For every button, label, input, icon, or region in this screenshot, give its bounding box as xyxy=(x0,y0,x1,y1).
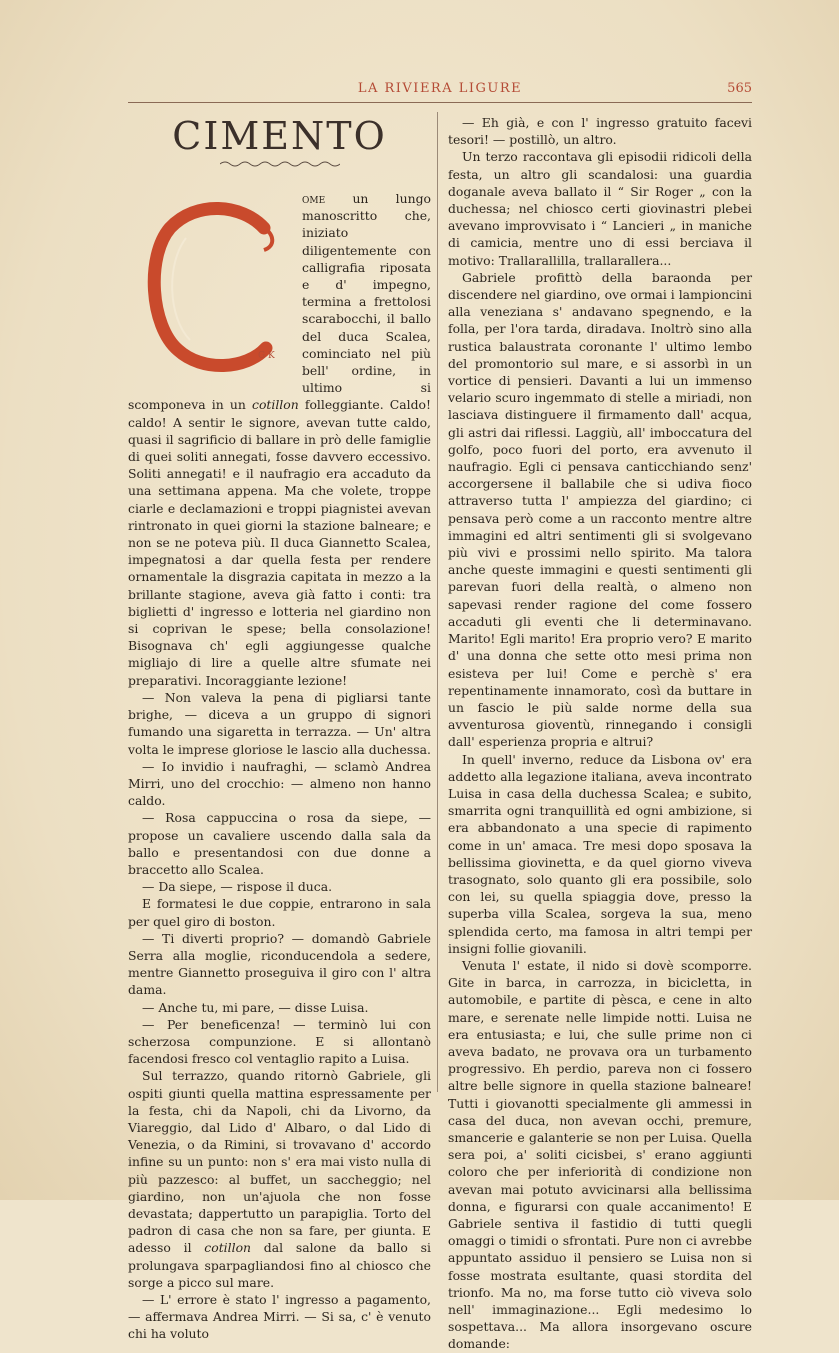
paragraph: — Rosa cappuccina o rosa da siepe, — propose un cavaliere uscendo dalla sala da ballo e presentandosi con due donne a braccetto allo Scalea. xyxy=(128,810,431,877)
running-title: LA RIVIERA LIGURE xyxy=(357,81,523,96)
paragraph: Un terzo raccontava gli episodii ridicoli della festa, un altro gli scandalosi: una guardia doganale aveva ballato il “ Sir Roger „ con la duchessa; nel chiosco certi giovinastri plebei avevano improvvisato i “ Lancieri „ in maniche di camicia, mentre uno di essi berciava il motivo: Trallarallilla, trallarallera... xyxy=(448,149,752,268)
right-column xyxy=(448,114,752,1353)
paragraph: — Da siepe, — rispose il duca. xyxy=(142,879,333,895)
paragraph: — Ti diverti proprio? — domandò Gabriele Serra alla moglie, riconducendola a sedere, mentre Giannetto proseguiva il giro con l' altra dama. xyxy=(128,930,431,998)
paragraph xyxy=(128,1067,431,1291)
paragraph: Venuta l' estate, il nido si dovè scomporre. Gite in barca, in carrozza, in bicicletta, in automobile, e partite di pèsca, e cene in alto mare, e serenate nelle limpide notti. Luisa ne era entusiasta; e lui, che sulle prime non ci aveva badato, ne provava ora un turbamento progressivo. Eh perdio, pareva non ci fossero altre belle signore in quella stazione balneare! Tutti i giovanotti specialmente gli ammessi in casa del duca, non avevan occhi, premure, smancerie e galanterie se non per Luisa. Quella sera poi, a' soliti cicisbei, s' erano aggiunti coloro che per inferiorità di condizione non avevan mai potuto avvicinarsi alla bellissima donna, e figurarsi con quale accanimento! E Gabriele sentiva il fastidio di tutti quegli omaggi o timidi o sfrontati. Pure non ci avrebbe appuntato assiduo il pensiero se Luisa non si fosse mostrata esultante, quasi stordita del trionfo. Ma no, ma forse tutto ciò viveva solo nell' immaginazione... Egli medesimo lo sospettava... Ma allora insorgevano oscure domande: xyxy=(448,957,752,1352)
left-column xyxy=(128,114,431,1343)
paragraph-text: Sul terrazzo, quando ritornò Gabriele, gli ospiti giunti quella mattina espressamente per la festa, chi da Napoli, chi da Livorno, da Viareggio, dal Lido d' Albaro, o dal Lido di Venezia, o da Rimini, si trovavano d' accordo infine su un punto: non s' era mai visto nulla di più pazzesco: al buffet, un saccheggio; nel giardino, non un'ajuola che non fosse devastata; dappertutto un parapiglia. Torto del padron di casa che non sa fare, per giunta. E adesso il xyxy=(128,1068,431,1256)
paragraph: — Non valeva la pena di pigliarsi tante brighe, — diceva a un gruppo di signori fumando una sigaretta in terrazza. — Un' altra volta le imprese gloriose le lascio alla duchessa. xyxy=(128,689,431,757)
page-number: 565 xyxy=(727,81,752,96)
paragraph: — L' errore è stato l' ingresso a pagamento, — affermava Andrea Mirri. — Si sa, c' è venuto chi ha voluto xyxy=(128,1292,431,1342)
title-ornament xyxy=(220,160,340,168)
paragraph: E formatesi le due coppie, entrarono in sala per quel giro di boston. xyxy=(128,896,431,929)
first-word-caps: ome xyxy=(302,191,326,206)
italic-term: cotillon xyxy=(252,397,299,413)
dropcap-signature: G K xyxy=(258,351,275,361)
paragraph: — Eh già, e con l' ingresso gratuito facevi tesori! — postillò, un altro. xyxy=(448,115,752,148)
column-divider xyxy=(437,112,438,1092)
paragraph-text: un lungo manoscritto che, iniziato diligentemente con calligrafia riposata e d' impegno, termina a frettolosi scarabocchi, il ballo del duca Scalea, cominciato nel più bell' ordine, in ultimo si scomponeva in un xyxy=(128,191,431,413)
italic-term: cotillon xyxy=(204,1240,252,1256)
paragraph-text: dal salone da ballo si prolungava sparpagliandosi fino al chiosco che sorge a picco sul mare. xyxy=(128,1240,431,1290)
paragraph: In quell' inverno, reduce da Lisbona ov' era addetto alla legazione italiana, aveva incontrato Luisa in casa della duchessa Scalea; e subito, smarrita ogni tranquillità ed ogni ambizione, si era abbandonato a una specie di rapimento come in un' amaca. Tre mesi dopo sposava la bellissima giovinetta, e da quel giorno viveva trasognato, solo quanto gli era possibile, solo con lei, su quella spiaggia dove, presso la superba villa Scalea, sorgeva la sua, meno splendida certo, ma famosa in altri tempi per insigni follie giovanili. xyxy=(448,751,752,956)
paragraph-text: folleggiante. Caldo! caldo! A sentir le signore, avevan tutte caldo, quasi il sagrificio di ballare in prò delle famiglie di quei soliti annegati, fosse davvero eccessivo. Soliti annegati! e il naufragio era accaduto da una settimana appena. Ma che volete, troppe ciarle e declamazioni e troppi piagnistei avevan rintronato in quei giorni la stazione balneare; e non se ne poteva più. Il duca Giannetto Scalea, impegnatosi a dar quella festa per rendere ornamentale la disgrazia capitata in mezzo a la brillante stagione, aveva già fatto i conti: tra biglietti d' ingresso e lotteria nel giardino non si coprivan le spese; bella consolazione! Bisognava ch' egli aggiungesse qualche migliajo di lire a quelle altre sfumate nei preparativi. Incoraggiante lezione! xyxy=(128,397,431,688)
paragraph: — Io invidio i naufraghi, — sclamò Andrea Mirri, uno del crocchio: — almeno non hanno caldo. xyxy=(128,758,431,809)
paragraph: — Per beneficenza! — terminò lui con scherzosa compunzione. E si allontanò facendosi fresco col ventaglio rapito a Luisa. xyxy=(128,1016,431,1067)
article-title: CIMENTO xyxy=(172,114,387,158)
paragraph: — Anche tu, mi pare, — disse Luisa. xyxy=(142,999,369,1015)
dropcap xyxy=(128,190,296,386)
paragraph: Gabriele profittò della baraonda per discendere nel giardino, ove ormai i lampioncini alla veneziana s' andavano spegnendo, e la folla, per l'ora tarda, diradava. Inoltrò sino alla rustica balaustrata coronante l' ultimo lembo del promontorio sul mare, e si assorbì in un vortice di pensieri. Davanti a lui un immenso velario scuro ingemmato di stelle a miriadi, non lasciava distinguere il firmamento dall' acqua, gli astri dai riflessi. Laggiù, all' imboccatura del golfo, poco fuori del porto, era avvenuto il naufragio. Egli ci pensava canticchiando senz' accorgersene il ballabile che si udiva fioco attraverso tutta l' ampiezza del giardino; ci pensava però come a un racconto mentre altre immagini ed altri sentimenti gli si svolgevano più vivi e prossimi nello spirito. Ma talora anche queste immagini e questi sentimenti gli parevan fuori della realtà, o almeno non sapevasi render ragione del come fossero accaduti gli eventi che li determinavano. Marito! Egli marito! Era proprio vero? E marito d' una donna che sette otto mesi prima non esisteva per lui! Come e perchè s' era repentinamente innamorato, così da buttare in un fascio le più salde norme della sua avventurosa gioventù, rinnegando i consigli dall' esperienza propria e altrui? xyxy=(448,269,752,750)
running-header xyxy=(128,80,752,103)
